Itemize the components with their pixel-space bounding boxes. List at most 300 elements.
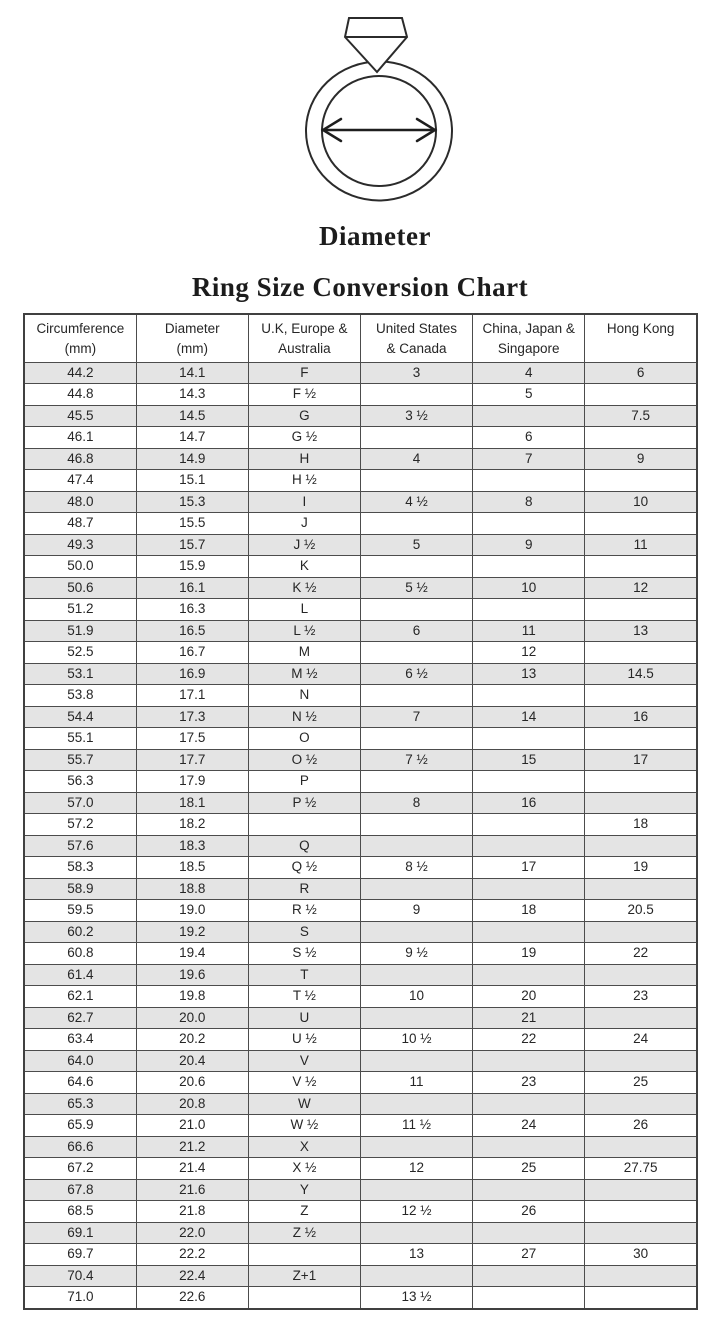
- table-cell: [585, 1222, 697, 1244]
- table-cell: [585, 964, 697, 986]
- table-cell: 15.7: [136, 534, 248, 556]
- table-cell: 59.5: [24, 900, 136, 922]
- table-cell: K ½: [248, 577, 360, 599]
- table-cell: 49.3: [24, 534, 136, 556]
- column-header: [473, 314, 585, 362]
- table-cell: 62.1: [24, 986, 136, 1008]
- table-row: [24, 857, 697, 879]
- table-cell: [585, 728, 697, 750]
- table-cell: [585, 1287, 697, 1309]
- table-cell: Z+1: [248, 1265, 360, 1287]
- table-row: [24, 405, 697, 427]
- table-cell: 7.5: [585, 405, 697, 427]
- table-cell: U ½: [248, 1029, 360, 1051]
- table-cell: 19: [473, 943, 585, 965]
- table-cell: [360, 878, 472, 900]
- table-cell: P: [248, 771, 360, 793]
- table-cell: [360, 814, 472, 836]
- table-cell: [585, 771, 697, 793]
- table-row: [24, 1072, 697, 1094]
- table-cell: 48.7: [24, 513, 136, 535]
- table-cell: [360, 513, 472, 535]
- table-cell: 5: [360, 534, 472, 556]
- table-cell: G ½: [248, 427, 360, 449]
- table-cell: [360, 964, 472, 986]
- table-cell: 13: [585, 620, 697, 642]
- table-cell: 11: [473, 620, 585, 642]
- table-cell: 57.2: [24, 814, 136, 836]
- table-cell: 20.6: [136, 1072, 248, 1094]
- table-cell: G: [248, 405, 360, 427]
- table-cell: [360, 556, 472, 578]
- table-cell: [585, 642, 697, 664]
- table-cell: 18.1: [136, 792, 248, 814]
- table-row: [24, 921, 697, 943]
- table-cell: 8: [360, 792, 472, 814]
- table-cell: T ½: [248, 986, 360, 1008]
- table-cell: [585, 1201, 697, 1223]
- table-cell: R: [248, 878, 360, 900]
- table-cell: 12: [360, 1158, 472, 1180]
- table-cell: [360, 1007, 472, 1029]
- ring-diagram: [0, 0, 720, 215]
- table-cell: L ½: [248, 620, 360, 642]
- table-cell: 13 ½: [360, 1287, 472, 1309]
- table-cell: 6: [360, 620, 472, 642]
- table-cell: 66.6: [24, 1136, 136, 1158]
- table-cell: 16.9: [136, 663, 248, 685]
- table-cell: 18.2: [136, 814, 248, 836]
- table-cell: 55.7: [24, 749, 136, 771]
- table-cell: 53.1: [24, 663, 136, 685]
- table-row: [24, 362, 697, 384]
- table-cell: [248, 1244, 360, 1266]
- table-cell: [585, 427, 697, 449]
- table-cell: 22: [473, 1029, 585, 1051]
- table-row: [24, 642, 697, 664]
- table-cell: [585, 599, 697, 621]
- table-row: [24, 1179, 697, 1201]
- table-cell: 10 ½: [360, 1029, 472, 1051]
- table-cell: 17.9: [136, 771, 248, 793]
- table-cell: [585, 1093, 697, 1115]
- table-cell: 19.0: [136, 900, 248, 922]
- table-cell: 16: [473, 792, 585, 814]
- table-cell: X: [248, 1136, 360, 1158]
- page-title: Ring Size Conversion Chart: [191, 272, 529, 302]
- table-cell: 15: [473, 749, 585, 771]
- table-cell: 3 ½: [360, 405, 472, 427]
- table-cell: Q: [248, 835, 360, 857]
- table-cell: W ½: [248, 1115, 360, 1137]
- diameter-arrow-icon: [323, 119, 435, 141]
- table-cell: M ½: [248, 663, 360, 685]
- table-cell: [585, 921, 697, 943]
- table-cell: [585, 1050, 697, 1072]
- table-cell: 26: [585, 1115, 697, 1137]
- table-cell: 25: [585, 1072, 697, 1094]
- table-cell: 12 ½: [360, 1201, 472, 1223]
- table-cell: 12: [585, 577, 697, 599]
- table-cell: 4: [360, 448, 472, 470]
- table-cell: 14.3: [136, 384, 248, 406]
- table-row: [24, 792, 697, 814]
- table-cell: [360, 384, 472, 406]
- table-row: [24, 1136, 697, 1158]
- table-cell: [585, 1136, 697, 1158]
- table-cell: [248, 814, 360, 836]
- table-cell: 23: [585, 986, 697, 1008]
- table-cell: 23: [473, 1072, 585, 1094]
- table-cell: F: [248, 362, 360, 384]
- table-cell: [473, 814, 585, 836]
- table-cell: 17: [585, 749, 697, 771]
- table-cell: 56.3: [24, 771, 136, 793]
- table-cell: [360, 1179, 472, 1201]
- table-cell: N ½: [248, 706, 360, 728]
- table-cell: 18: [473, 900, 585, 922]
- table-cell: [360, 427, 472, 449]
- table-cell: [360, 470, 472, 492]
- table-cell: [360, 728, 472, 750]
- table-cell: 69.7: [24, 1244, 136, 1266]
- table-cell: 25: [473, 1158, 585, 1180]
- table-cell: O: [248, 728, 360, 750]
- column-header: [248, 314, 360, 362]
- table-cell: 17: [473, 857, 585, 879]
- table-cell: 22.0: [136, 1222, 248, 1244]
- table-cell: 7: [473, 448, 585, 470]
- table-cell: [473, 1179, 585, 1201]
- table-cell: 15.3: [136, 491, 248, 513]
- table-row: [24, 1201, 697, 1223]
- table-row: [24, 1093, 697, 1115]
- table-cell: 19: [585, 857, 697, 879]
- table-cell: [360, 1050, 472, 1072]
- column-header-line1: Hong Kong: [606, 321, 675, 336]
- table-cell: 60.8: [24, 943, 136, 965]
- table-cell: [360, 685, 472, 707]
- table-cell: 14.5: [585, 663, 697, 685]
- table-cell: 64.6: [24, 1072, 136, 1094]
- table-cell: 46.8: [24, 448, 136, 470]
- table-cell: 14.5: [136, 405, 248, 427]
- table-cell: [473, 771, 585, 793]
- table-cell: 27.75: [585, 1158, 697, 1180]
- table-cell: 26: [473, 1201, 585, 1223]
- table-cell: 20.0: [136, 1007, 248, 1029]
- table-cell: 22.2: [136, 1244, 248, 1266]
- table-cell: [473, 470, 585, 492]
- table-cell: M: [248, 642, 360, 664]
- table-cell: 50.6: [24, 577, 136, 599]
- table-cell: 4: [473, 362, 585, 384]
- table-cell: 53.8: [24, 685, 136, 707]
- table-row: [24, 1115, 697, 1137]
- table-cell: [473, 405, 585, 427]
- table-cell: U: [248, 1007, 360, 1029]
- table-cell: 57.0: [24, 792, 136, 814]
- table-cell: 55.1: [24, 728, 136, 750]
- table-row: [24, 964, 697, 986]
- table-cell: 51.2: [24, 599, 136, 621]
- table-cell: 61.4: [24, 964, 136, 986]
- table-cell: 63.4: [24, 1029, 136, 1051]
- table-cell: 11: [360, 1072, 472, 1094]
- table-cell: [473, 513, 585, 535]
- table-cell: 50.0: [24, 556, 136, 578]
- table-cell: O ½: [248, 749, 360, 771]
- table-cell: L: [248, 599, 360, 621]
- table-row: [24, 814, 697, 836]
- table-cell: [360, 1222, 472, 1244]
- table-cell: 19.8: [136, 986, 248, 1008]
- table-cell: 6: [585, 362, 697, 384]
- column-header-line1: United States: [376, 321, 458, 336]
- table-cell: [473, 878, 585, 900]
- table-cell: 16.7: [136, 642, 248, 664]
- table-cell: [360, 1265, 472, 1287]
- table-cell: 18: [585, 814, 697, 836]
- table-cell: S ½: [248, 943, 360, 965]
- table-cell: 67.8: [24, 1179, 136, 1201]
- table-cell: [473, 1050, 585, 1072]
- table-cell: [360, 835, 472, 857]
- table-cell: 13: [360, 1244, 472, 1266]
- table-cell: 22: [585, 943, 697, 965]
- table-row: [24, 513, 697, 535]
- table-cell: 21.0: [136, 1115, 248, 1137]
- table-cell: 6 ½: [360, 663, 472, 685]
- table-cell: [473, 1287, 585, 1309]
- table-cell: 19.4: [136, 943, 248, 965]
- table-row: [24, 771, 697, 793]
- table-cell: [585, 513, 697, 535]
- table-cell: [473, 921, 585, 943]
- table-cell: H: [248, 448, 360, 470]
- table-cell: [585, 685, 697, 707]
- table-row: [24, 685, 697, 707]
- table-cell: 22.4: [136, 1265, 248, 1287]
- table-cell: 8 ½: [360, 857, 472, 879]
- table-cell: 20: [473, 986, 585, 1008]
- column-header-line2: Singapore: [497, 341, 560, 356]
- table-cell: 7 ½: [360, 749, 472, 771]
- table-cell: [360, 1093, 472, 1115]
- table-cell: 21.8: [136, 1201, 248, 1223]
- table-cell: 20.8: [136, 1093, 248, 1115]
- table-row: [24, 470, 697, 492]
- table-row: [24, 706, 697, 728]
- table-cell: [248, 1287, 360, 1309]
- table-cell: 44.2: [24, 362, 136, 384]
- table-row: [24, 943, 697, 965]
- table-cell: 5 ½: [360, 577, 472, 599]
- table-cell: 15.5: [136, 513, 248, 535]
- table-cell: [473, 835, 585, 857]
- table-cell: 45.5: [24, 405, 136, 427]
- table-cell: 14: [473, 706, 585, 728]
- table-row: [24, 1244, 697, 1266]
- table-cell: [473, 599, 585, 621]
- table-cell: 11: [585, 534, 697, 556]
- column-header-line2: (mm): [176, 341, 208, 356]
- table-cell: J ½: [248, 534, 360, 556]
- table-cell: [473, 1265, 585, 1287]
- table-cell: 17.7: [136, 749, 248, 771]
- table-row: [24, 427, 697, 449]
- table-cell: 14.1: [136, 362, 248, 384]
- table-cell: 10: [473, 577, 585, 599]
- table-row: [24, 1029, 697, 1051]
- column-header-line1: Diameter: [164, 321, 220, 336]
- table-cell: [473, 1222, 585, 1244]
- table-cell: 67.2: [24, 1158, 136, 1180]
- table-cell: 46.1: [24, 427, 136, 449]
- table-cell: [360, 1136, 472, 1158]
- table-cell: 14.9: [136, 448, 248, 470]
- table-cell: 21.2: [136, 1136, 248, 1158]
- table-row: [24, 556, 697, 578]
- table-cell: 20.5: [585, 900, 697, 922]
- table-cell: F ½: [248, 384, 360, 406]
- table-cell: 62.7: [24, 1007, 136, 1029]
- table-cell: 18.3: [136, 835, 248, 857]
- column-header: [585, 314, 697, 362]
- table-cell: [585, 1179, 697, 1201]
- table-cell: 9: [585, 448, 697, 470]
- table-cell: 4 ½: [360, 491, 472, 513]
- table-cell: 48.0: [24, 491, 136, 513]
- table-cell: [585, 1265, 697, 1287]
- table-cell: [360, 642, 472, 664]
- table-cell: [585, 835, 697, 857]
- table-cell: 18.8: [136, 878, 248, 900]
- table-cell: 24: [473, 1115, 585, 1137]
- table-row: [24, 1265, 697, 1287]
- table-cell: 17.1: [136, 685, 248, 707]
- table-cell: 65.9: [24, 1115, 136, 1137]
- table-cell: 68.5: [24, 1201, 136, 1223]
- table-cell: S: [248, 921, 360, 943]
- table-cell: [473, 964, 585, 986]
- table-cell: X ½: [248, 1158, 360, 1180]
- table-cell: 16.5: [136, 620, 248, 642]
- table-cell: 15.9: [136, 556, 248, 578]
- table-cell: 16.1: [136, 577, 248, 599]
- table-row: [24, 1222, 697, 1244]
- table-cell: 17.3: [136, 706, 248, 728]
- table-cell: [473, 1093, 585, 1115]
- table-cell: R ½: [248, 900, 360, 922]
- table-row: [24, 1158, 697, 1180]
- column-header: [136, 314, 248, 362]
- column-header-line2: Australia: [278, 341, 331, 356]
- table-cell: 10: [360, 986, 472, 1008]
- table-cell: Z: [248, 1201, 360, 1223]
- table-cell: 30: [585, 1244, 697, 1266]
- table-cell: 16.3: [136, 599, 248, 621]
- table-row: [24, 728, 697, 750]
- table-row: [24, 1050, 697, 1072]
- table-row: [24, 835, 697, 857]
- column-header-line2: & Canada: [386, 341, 447, 356]
- table-row: [24, 1287, 697, 1309]
- table-cell: [360, 771, 472, 793]
- table-row: [24, 749, 697, 771]
- table-row: [24, 491, 697, 513]
- table-cell: [473, 556, 585, 578]
- table-cell: 9: [360, 900, 472, 922]
- table-cell: 60.2: [24, 921, 136, 943]
- table-cell: V ½: [248, 1072, 360, 1094]
- table-cell: [585, 470, 697, 492]
- table-cell: 58.9: [24, 878, 136, 900]
- table-cell: 3: [360, 362, 472, 384]
- table-row: [24, 1007, 697, 1029]
- table-cell: 13: [473, 663, 585, 685]
- table-cell: 65.3: [24, 1093, 136, 1115]
- table-cell: 9 ½: [360, 943, 472, 965]
- table-cell: 19.2: [136, 921, 248, 943]
- table-cell: 21.4: [136, 1158, 248, 1180]
- table-cell: 20.2: [136, 1029, 248, 1051]
- table-row: [24, 620, 697, 642]
- table-cell: I: [248, 491, 360, 513]
- column-header-line1: Circumference: [36, 321, 125, 336]
- table-cell: Z ½: [248, 1222, 360, 1244]
- table-cell: 64.0: [24, 1050, 136, 1072]
- table-cell: W: [248, 1093, 360, 1115]
- table-cell: 8: [473, 491, 585, 513]
- table-cell: 21: [473, 1007, 585, 1029]
- table-row: [24, 599, 697, 621]
- column-header-line2: (mm): [64, 341, 97, 356]
- table-body: [24, 362, 697, 1309]
- table-cell: 20.4: [136, 1050, 248, 1072]
- table-cell: 22.6: [136, 1287, 248, 1309]
- table-cell: [360, 599, 472, 621]
- table-row: [24, 448, 697, 470]
- table-cell: 44.8: [24, 384, 136, 406]
- table-cell: 51.9: [24, 620, 136, 642]
- table-cell: P ½: [248, 792, 360, 814]
- table-cell: 71.0: [24, 1287, 136, 1309]
- table-cell: Q ½: [248, 857, 360, 879]
- table-cell: 18.5: [136, 857, 248, 879]
- table-cell: 47.4: [24, 470, 136, 492]
- table-row: [24, 986, 697, 1008]
- table-cell: [585, 384, 697, 406]
- table-cell: 12: [473, 642, 585, 664]
- table-cell: 70.4: [24, 1265, 136, 1287]
- table-cell: 5: [473, 384, 585, 406]
- table-cell: [360, 921, 472, 943]
- table-cell: 58.3: [24, 857, 136, 879]
- column-header: [24, 314, 136, 362]
- table-cell: [473, 685, 585, 707]
- table-row: [24, 900, 697, 922]
- table-cell: 57.6: [24, 835, 136, 857]
- table-row: [24, 878, 697, 900]
- table-cell: J: [248, 513, 360, 535]
- table-cell: 54.4: [24, 706, 136, 728]
- table-header: [24, 314, 697, 362]
- table-cell: T: [248, 964, 360, 986]
- table-cell: V: [248, 1050, 360, 1072]
- ring-size-table: [23, 313, 698, 1310]
- table-cell: N: [248, 685, 360, 707]
